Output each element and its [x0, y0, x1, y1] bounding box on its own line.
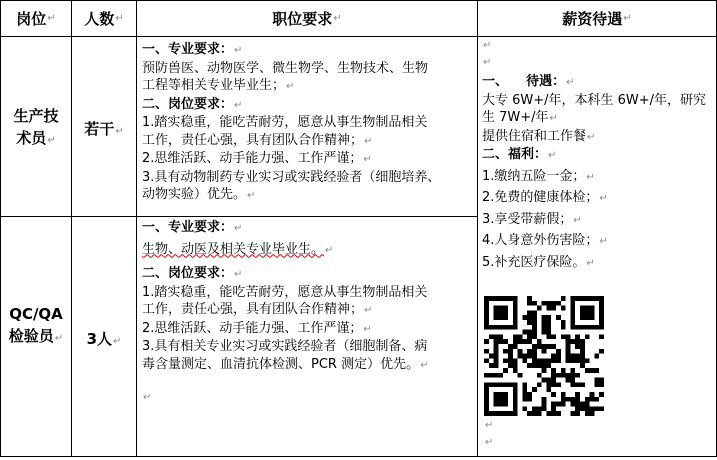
position-name-1 [1, 105, 71, 152]
column-divider-3 [477, 0, 478, 457]
header-count-label: 人数 [84, 10, 115, 28]
position-line: 生产技 [13, 107, 59, 125]
position-line: 检验员 [8, 327, 54, 345]
paragraph-mark: ↵ [115, 13, 124, 24]
req-line: 1.踏实稳重，能吃苦耐劳，愿意从事生物制品相关 [142, 284, 428, 300]
table-border-bottom [0, 456, 717, 457]
position-line: QC/QA [9, 305, 63, 323]
req-line: 3.具有动物制药专业实习或实践经验者（细胞培养、 [142, 169, 441, 185]
benefit-item: 3.享受带薪假；↵ [482, 211, 582, 227]
paragraph-mark: ↵ [113, 336, 122, 347]
req-line: 预防兽医、动物医学、微生物学、生物技术、生物 [142, 60, 429, 76]
qr-code-image [484, 296, 604, 416]
paragraph-mark: ↵ [483, 40, 492, 51]
paragraph-mark: ↵ [485, 437, 494, 448]
paragraph-mark: ↵ [47, 135, 56, 146]
paragraph-mark: ↵ [483, 57, 492, 68]
header-position [1, 1, 71, 36]
req-line: 工作，责任心强，具有团队合作精神；↵ [142, 302, 373, 317]
paragraph-mark: ↵ [47, 13, 56, 24]
salary-cell [482, 40, 714, 272]
header-salary-label: 薪资待遇 [562, 10, 623, 28]
table-border-left [0, 0, 1, 457]
req-line: 毒含量测定、血清抗体检测、PCR 测定）优先。↵ [142, 356, 429, 372]
req-line: 二、岗位要求：↵ [142, 266, 243, 281]
qr-modules [484, 296, 604, 416]
position-name-2 [1, 303, 71, 350]
headcount-value: 3人 [86, 330, 113, 348]
paragraph-mark: ↵ [115, 126, 124, 137]
header-requirements [137, 1, 477, 36]
paragraph-mark: ↵ [333, 13, 342, 24]
req-line: 一、专业要求：↵ [142, 42, 243, 57]
benefit-item: 2.免费的健康体检；↵ [482, 190, 608, 205]
salary-line: 大专 6W+/年，本科生 6W+/年，研究 [482, 92, 707, 108]
column-divider-2 [136, 0, 137, 457]
req-line: 工程等相关专业毕业生；↵ [142, 78, 295, 93]
req-line: 动物实验）优先。↵ [142, 187, 256, 202]
header-salary [478, 1, 716, 36]
salary-section-title: 一、 待遇：↵ [482, 74, 575, 89]
req-line: 1.踏实稳重，能吃苦耐劳，愿意从事生物制品相关 [142, 115, 428, 130]
req-line: 3.具有相关专业实习或实践经验者（细胞制备、病 [142, 339, 428, 354]
paragraph-mark: ↵ [485, 420, 494, 431]
header-position-label: 岗位 [16, 10, 47, 28]
req-line: 一、专业要求：↵ [142, 220, 243, 235]
benefit-item: 4.人身意外伤害险；↵ [482, 233, 608, 248]
req-line: 生物、动医及相关专业毕业生。↵ [142, 241, 334, 257]
qr-code [484, 296, 604, 416]
salary-line: 提供住宿和工作餐↵ [482, 128, 596, 144]
headcount-value: 若干 [84, 120, 115, 138]
benefit-item: 1.缴纳五险一金；↵ [482, 168, 595, 184]
salary-line: 生 7W+/年↵ [482, 110, 558, 125]
header-count [72, 1, 136, 36]
headcount-2 [72, 328, 136, 349]
benefit-item: 5.补充医疗保险。↵ [482, 254, 595, 270]
position-line: 术员 [16, 129, 47, 147]
header-requirements-label: 职位要求 [272, 10, 333, 28]
req-line: 2.思维活跃、动手能力强、工作严谨；↵ [142, 320, 372, 336]
req-line: 2.思维活跃、动手能力强、工作严谨；↵ [142, 151, 372, 166]
headcount-1 [72, 118, 136, 139]
req-line: 二、岗位要求：↵ [142, 96, 243, 112]
column-divider-1 [71, 0, 72, 457]
requirements-cell-2 [142, 219, 477, 374]
requirements-cell-1 [142, 41, 477, 205]
req-line: 工作，责任心强，具有团队合作精神；↵ [142, 132, 373, 148]
paragraph-mark: ↵ [623, 13, 632, 24]
header-divider [0, 36, 717, 37]
paragraph-mark: ↵ [143, 392, 152, 403]
paragraph-mark: ↵ [54, 333, 64, 344]
benefits-title: 二、福利：↵ [482, 147, 557, 162]
